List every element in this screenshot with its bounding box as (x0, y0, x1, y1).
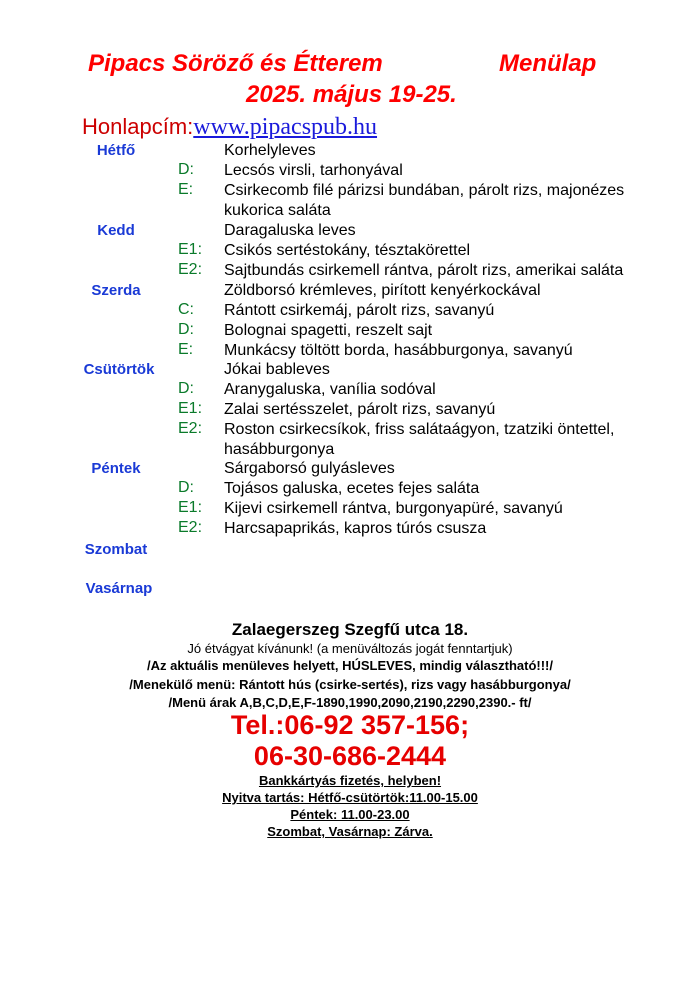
day-monday: Hétfő (96, 142, 136, 159)
menu-dish: Roston csirkecsíkok, friss salátaágyon, tzatziki öntettel, hasábburgonya (224, 421, 615, 458)
menu-dish: Bolognai spagetti, reszelt sajt (224, 322, 433, 339)
opening-hours-friday: Péntek: 11.00-23.00 (290, 807, 410, 822)
homepage-label: Honlapcím: (82, 114, 194, 139)
menu-code: E: (178, 181, 194, 198)
thursday-soup: Jókai bableves (224, 361, 330, 378)
menu-label: Menülap (499, 50, 597, 77)
menu-dish: Sajtbundás csirkemell rántva, párolt rizs, amerikai saláta (224, 262, 624, 279)
phone-2: 06-30-686-2444 (253, 741, 447, 771)
day-wednesday: Szerda (91, 282, 141, 299)
menu-dish: Rántott csirkemáj, párolt rizs, savanyú (224, 302, 495, 319)
opening-hours-weekend: Szombat, Vasárnap: Zárva. (267, 824, 433, 839)
note-soup: /Az aktuális menüleves helyett, HÚSLEVES, mindig választható!!!/ (147, 658, 553, 673)
note-escape-menu: /Menekülő menü: Rántott hús (csirke-sertés), rizs vagy hasábburgonya/ (129, 677, 571, 692)
menu-dish: Lecsós virsli, tarhonyával (224, 162, 403, 179)
menu-dish: Aranygaluska, vanília sodóval (224, 381, 436, 398)
homepage-line (82, 114, 377, 141)
opening-hours-weekdays: Nyitva tartás: Hétfő-csütörtök:11.00-15.00 (222, 790, 478, 805)
menu-code: D: (178, 479, 194, 496)
menu-dish: Munkácsy töltött borda, hasábburgonya, savanyú (224, 342, 573, 359)
restaurant-name: Pipacs Söröző és Étterem (88, 50, 383, 77)
menu-dish: Kijevi csirkemell rántva, burgonyapüré, savanyú (224, 500, 563, 517)
menu-code: E1: (178, 400, 203, 417)
menu-dish: Tojásos galuska, ecetes fejes saláta (224, 480, 480, 497)
friday-soup: Sárgaborsó gulyásleves (224, 460, 395, 477)
menu-code: E1: (178, 499, 203, 516)
menu-code: E2: (178, 261, 203, 278)
menu-code: D: (178, 321, 194, 338)
menu-dish: Harcsapaprikás, kapros túrós csusza (224, 520, 487, 537)
day-sunday: Vasárnap (85, 580, 153, 597)
menu-code: D: (178, 161, 194, 178)
homepage-link[interactable]: www.pipacspub.hu (193, 114, 378, 140)
wish-text: Jó étvágyat kívánunk! (a menüváltozás jogát fenntartjuk) (187, 641, 513, 656)
menu-code: E2: (178, 420, 203, 437)
wednesday-soup: Zöldborsó krémleves, pirított kenyérkockával (224, 282, 541, 299)
menu-dish: Zalai sertésszelet, párolt rizs, savanyú (224, 401, 496, 418)
menu-code: E2: (178, 519, 203, 536)
menu-code: E1: (178, 241, 203, 258)
date-range: 2025. május 19-25. (246, 81, 457, 108)
tuesday-soup: Daragaluska leves (224, 222, 356, 239)
day-friday: Péntek (91, 460, 141, 477)
address: Zalaegerszeg Szegfű utca 18. (231, 620, 469, 639)
card-payment: Bankkártyás fizetés, helyben! (258, 773, 442, 788)
monday-soup: Korhelyleves (224, 142, 316, 159)
menu-code: D: (178, 380, 194, 397)
note-prices: /Menü árak A,B,C,D,E,F-1890,1990,2090,2190,2290,2390.- ft/ (168, 695, 532, 710)
day-tuesday: Kedd (97, 222, 135, 239)
menu-code: E: (178, 341, 194, 358)
menu-dish: Csirkecomb filé párizsi bundában, párolt rizs, majonézes kukorica saláta (224, 182, 625, 219)
phone-1: Tel.:06-92 357-156; (230, 710, 470, 740)
menu-dish: Csikós sertéstokány, tésztakörettel (224, 242, 471, 259)
day-saturday: Szombat (84, 541, 148, 558)
day-thursday: Csütörtök (83, 361, 155, 378)
page-title (88, 50, 597, 78)
menu-code: C: (178, 301, 194, 318)
